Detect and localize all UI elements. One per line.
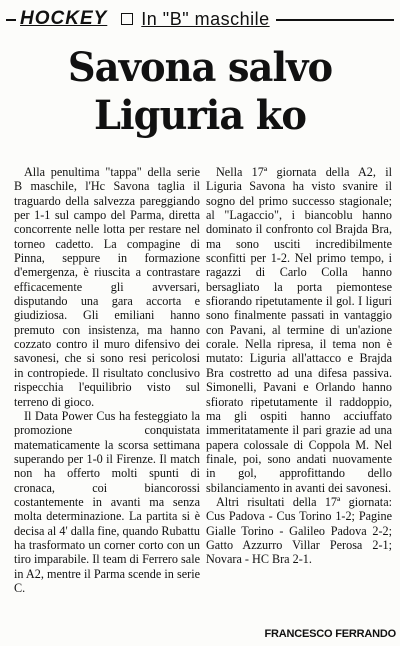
article-column-right [206, 165, 392, 567]
section-name: HOCKEY [20, 8, 108, 29]
square-bullet-icon [121, 13, 133, 25]
headline-line-1: Savona salvo [67, 44, 333, 91]
byline: FRANCESCO FERRANDO [264, 628, 396, 640]
kicker-rule-left [6, 19, 16, 21]
headline [8, 44, 392, 140]
headline-line-2: Liguria ko [93, 92, 307, 139]
article-paragraph: Nella 17ª giornata della A2, il Liguria Savona ha visto svanire il sogno del primo successo stagionale; al "Lagaccio", i biancoblu hanno dominato il confronto col Brajda Bra, ma sono usciti incredibilmente sconfitti per 1-2. Nel primo tempo, i ragazzi di Carlo Colla hanno bersagliato la porta piemontese sfiorando ripetutamente il gol. I liguri sono finalmente passati in vantaggio con Pavani, al termine di un'azione corale. Nella ripresa, il tema non è mutato: Liguria all'attacco e Brajda Bra costretto ad una difesa passiva. Simonelli, Pavani e Orlando hanno sfiorato ripetutamente il raddoppio, ma gli ospiti hanno acciuffato immeritatamente il pari grazie ad una papera colossale di Coppola M. Nel finale, poi, sono andati nuovamente in gol, approfittando dello sbilanciamento in avanti dei savonesi. [206, 165, 392, 495]
article-paragraph: Alla penultima "tappa" della serie B maschile, l'Hc Savona taglia il traguardo della salvezza pareggiando per 1-1 sul campo del Parma, diretta concorrente nelle lotta per restare nel torneo cadetto. La compagine di Pinna, seppure in formazione d'emergenza, è riuscita a contrastare efficacemente gli avversari, disputando una gara accorta e giudiziosa. Gli emiliani hanno premuto con insistenza, ma hanno cozzato contro il muro difensivo dei savonesi, che si sono resi pericolosi in contropiede. Il risultato conclusivo rispecchia l'equilibrio visto sul terreno di gioco. [14, 165, 200, 409]
article-paragraph: Il Data Power Cus ha festeggiato la promozione conquistata matematicamente la scorsa settimana superando per 1-0 il Firenze. Il match non ha offerto molti spunti di cronaca, coi biancorossi costantemente in avanti ma senza molta determinazione. La partita si è decisa al 4' dalla fine, quando Rubattu ha trasformato un corner corto con un tiro imparabile. Il team di Ferrero sale in A2, mentre il Parma scende in serie C. [14, 408, 200, 595]
article-paragraph: Altri risultati della 17ª giornata: Cus Padova - Cus Torino 1-2; Pagine Gialle Torino - Galileo Padova 2-2; Gatto Azzurro Villar Perosa 2-1; Novara - HC Bra 2-1. [206, 494, 392, 567]
section-kicker [6, 4, 394, 34]
article-column-left [14, 165, 200, 595]
section-topic: In "B" maschile [141, 8, 270, 29]
kicker-rule-right [276, 19, 394, 21]
